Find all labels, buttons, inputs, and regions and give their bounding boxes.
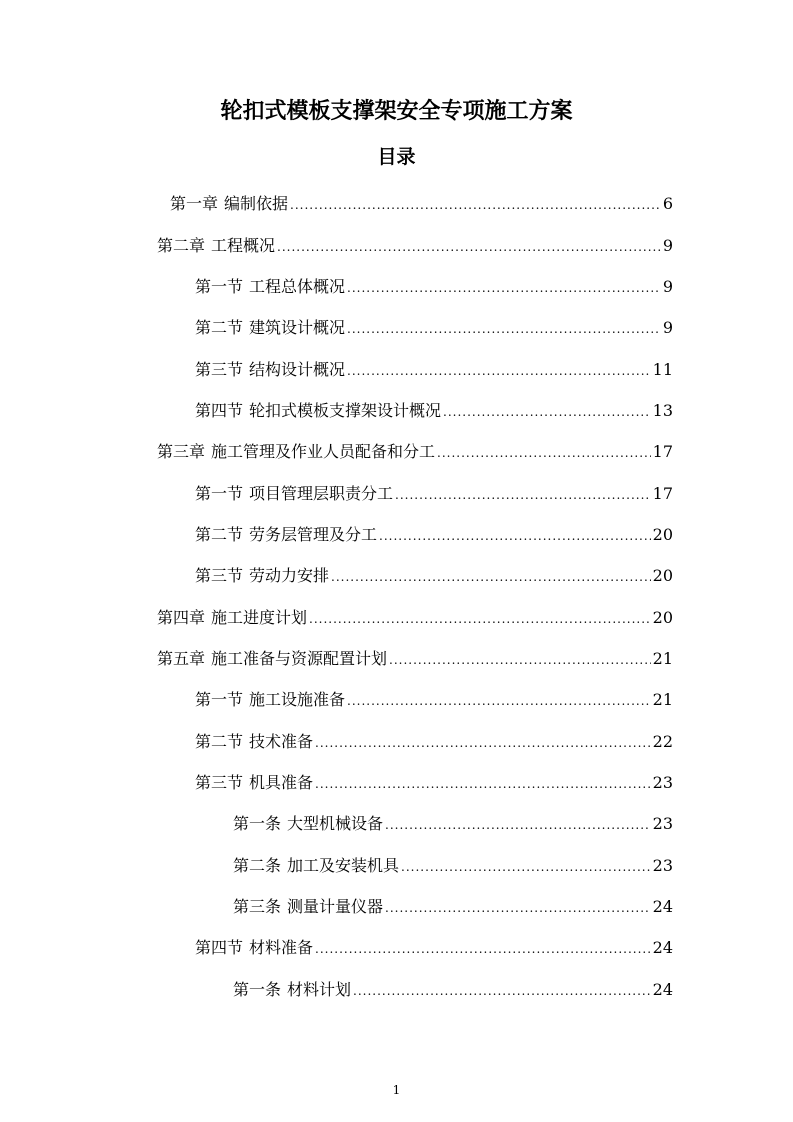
toc-entry-page: 11: [652, 359, 673, 379]
dot-leader: [315, 942, 651, 956]
toc-entry-section[interactable]: [0, 306, 793, 347]
toc-entry-page: 22: [652, 731, 673, 751]
toc-entry-number: 第一节: [195, 276, 244, 296]
toc-entry-number: 第四节: [195, 938, 244, 958]
toc-entry-chapter[interactable]: [0, 595, 793, 636]
toc-entry-page: 20: [652, 607, 673, 627]
toc-entry-text: 加工及安装机具: [287, 855, 400, 875]
toc-entry-number: 第四章: [157, 607, 206, 627]
toc-entry-number: 第五章: [157, 648, 206, 668]
toc-entry-text: 工程概况: [211, 235, 276, 255]
toc-entry-number: 第三条: [233, 897, 282, 917]
toc-entry-text: 材料准备: [249, 938, 314, 958]
toc-entry-section[interactable]: [0, 389, 793, 430]
dot-leader: [290, 198, 661, 212]
toc-entry-number: 第一章: [170, 194, 219, 214]
toc-entry-section[interactable]: [0, 471, 793, 512]
toc-entry-article[interactable]: [0, 968, 793, 1009]
toc-entry-text: 施工设施准备: [249, 690, 346, 710]
toc-entry-page: 21: [652, 690, 673, 710]
toc-entry-text: 项目管理层职责分工: [249, 483, 394, 503]
table-of-contents: [0, 182, 793, 1009]
dot-leader: [401, 860, 651, 874]
toc-entry-number: 第二条: [233, 855, 282, 875]
toc-entry-article[interactable]: [0, 885, 793, 926]
toc-entry-number: 第一条: [233, 814, 282, 834]
toc-entry-text: 编制依据: [224, 194, 289, 214]
toc-entry-page: 24: [652, 897, 673, 917]
toc-entry-number: 第一节: [195, 483, 244, 503]
toc-entry-chapter[interactable]: [0, 430, 793, 471]
toc-entry-page: 13: [652, 400, 673, 420]
toc-entry-section[interactable]: [0, 265, 793, 306]
toc-entry-text: 材料计划: [287, 979, 352, 999]
toc-entry-page: 20: [652, 566, 673, 586]
toc-entry-text: 工程总体概况: [249, 276, 346, 296]
toc-entry-text: 施工进度计划: [211, 607, 308, 627]
toc-heading: 目录: [377, 146, 416, 168]
toc-entry-text: 劳动力安排: [249, 566, 330, 586]
toc-entry-article[interactable]: [0, 844, 793, 885]
toc-entry-text: 结构设计概况: [249, 359, 346, 379]
toc-entry-text: 测量计量仪器: [287, 897, 384, 917]
dot-leader: [347, 694, 651, 708]
toc-entry-text: 机具准备: [249, 772, 314, 792]
toc-entry-number: 第一节: [195, 690, 244, 710]
dot-leader: [331, 570, 651, 584]
dot-leader: [443, 405, 651, 419]
dot-leader: [395, 488, 651, 502]
toc-entry-text: 技术准备: [249, 731, 314, 751]
dot-leader: [347, 322, 661, 336]
dot-leader: [277, 240, 661, 254]
toc-entry-article[interactable]: [0, 802, 793, 843]
page-number: 1: [392, 1083, 401, 1097]
toc-entry-number: 第二节: [195, 524, 244, 544]
toc-entry-chapter[interactable]: [0, 223, 793, 264]
toc-entry-section[interactable]: [0, 678, 793, 719]
toc-entry-number: 第三节: [195, 566, 244, 586]
toc-entry-section[interactable]: [0, 926, 793, 967]
toc-entry-page: 20: [652, 524, 673, 544]
toc-entry-number: 第四节: [195, 400, 244, 420]
dot-leader: [353, 984, 651, 998]
document-title: 轮扣式模板支撑架安全专项施工方案: [220, 99, 573, 124]
toc-entry-section[interactable]: [0, 761, 793, 802]
toc-entry-number: 第三节: [195, 359, 244, 379]
toc-entry-chapter[interactable]: [0, 182, 793, 223]
toc-entry-page: 23: [652, 814, 673, 834]
toc-entry-page: 23: [652, 855, 673, 875]
toc-entry-text: 施工管理及作业人员配备和分工: [211, 442, 436, 462]
toc-entry-number: 第二节: [195, 318, 244, 338]
toc-entry-number: 第三节: [195, 772, 244, 792]
toc-entry-page: 23: [652, 772, 673, 792]
toc-entry-page: 21: [652, 648, 673, 668]
toc-entry-page: 17: [652, 483, 673, 503]
dot-leader: [309, 612, 651, 626]
toc-entry-chapter[interactable]: [0, 637, 793, 678]
toc-entry-text: 劳务层管理及分工: [249, 524, 378, 544]
toc-entry-page: 6: [662, 194, 673, 214]
dot-leader: [385, 818, 651, 832]
toc-entry-page: 24: [652, 979, 673, 999]
dot-leader: [347, 364, 651, 378]
toc-entry-page: 9: [662, 276, 673, 296]
toc-entry-page: 24: [652, 938, 673, 958]
toc-entry-text: 建筑设计概况: [249, 318, 346, 338]
toc-entry-number: 第一条: [233, 979, 282, 999]
toc-entry-section[interactable]: [0, 719, 793, 760]
dot-leader: [347, 281, 661, 295]
toc-entry-number: 第二章: [157, 235, 206, 255]
toc-entry-number: 第三章: [157, 442, 206, 462]
toc-entry-text: 大型机械设备: [287, 814, 384, 834]
dot-leader: [315, 777, 651, 791]
toc-entry-page: 9: [662, 318, 673, 338]
toc-entry-text: 轮扣式模板支撑架设计概况: [249, 400, 442, 420]
toc-entry-section[interactable]: [0, 347, 793, 388]
dot-leader: [385, 901, 651, 915]
dot-leader: [389, 653, 651, 667]
dot-leader: [315, 736, 651, 750]
toc-entry-page: 17: [652, 442, 673, 462]
toc-entry-number: 第二节: [195, 731, 244, 751]
toc-entry-section[interactable]: [0, 513, 793, 554]
dot-leader: [379, 529, 651, 543]
toc-entry-section[interactable]: [0, 554, 793, 595]
toc-entry-page: 9: [662, 235, 673, 255]
dot-leader: [437, 446, 651, 460]
toc-entry-text: 施工准备与资源配置计划: [211, 648, 388, 668]
